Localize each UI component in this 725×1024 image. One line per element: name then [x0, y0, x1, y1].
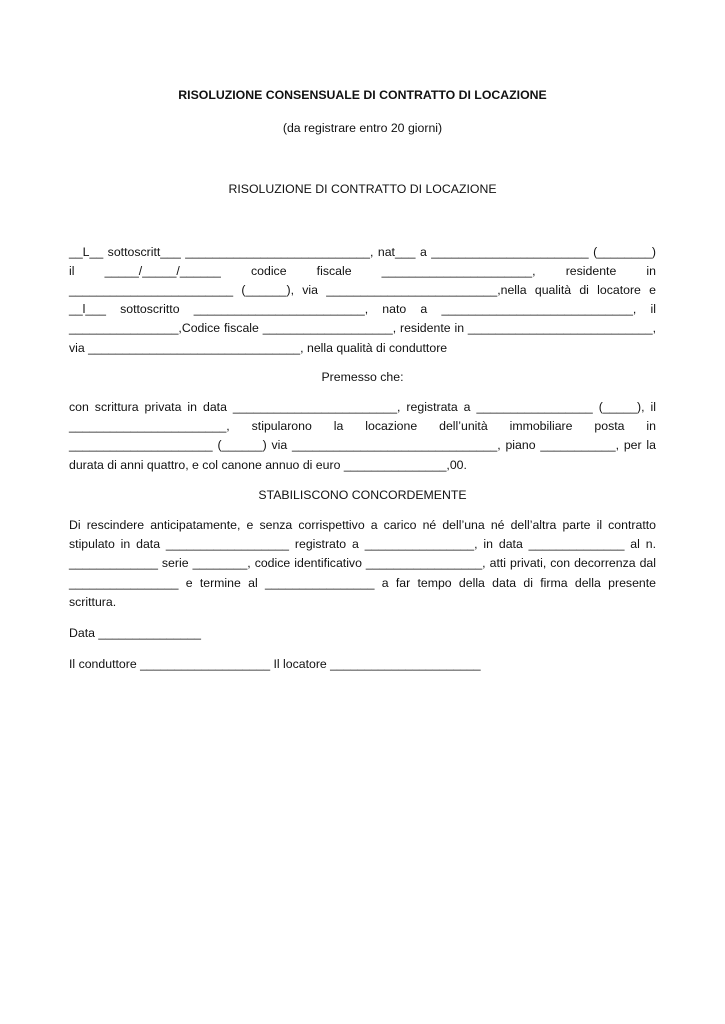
section-heading: RISOLUZIONE DI CONTRATTO DI LOCAZIONE	[228, 182, 497, 197]
date-line: Data _______________	[69, 626, 201, 641]
document-title: RISOLUZIONE CONSENSUALE DI CONTRATTO DI LOCAZIONE	[178, 88, 547, 102]
resolution-paragraph: Di rescindere anticipatamente, e senza corrispettivo a carico né dell’una né dell’altra parte il contratto stipulato in data __________________ registrato a ________________, in data ______________ al n. _____________ serie ________, codice identificativo _________________, atti privati, con decorrenza dal ________________ e termine al ________________ a far tempo della data di firma della presente scrittura.	[69, 518, 656, 609]
premesso-heading: Premesso che:	[321, 369, 404, 384]
parties-paragraph: __L__ sottoscritt___ ___________________________, nat___ a _______________________ (________) il _____/_____/______ codice fiscale ______________________, residente in ________________________ (______), via _________________________,nella qualità di locatore e __l___ sottoscritto _________________________, nato a ____________________________, il ________________,Codice fiscale ___________________, residente in ___________________________, via _______________________________, nella qualità di conduttore	[69, 244, 656, 355]
document-body	[69, 86, 656, 674]
stabiliscono-heading: STABILISCONO CONCORDEMENTE	[258, 487, 467, 502]
signatures-line: Il conduttore ___________________ Il locatore ______________________	[69, 657, 481, 672]
document-subtitle: (da registrare entro 20 giorni)	[282, 121, 443, 136]
premise-paragraph: con scrittura privata in data ________________________, registrata a _________________ (_____), il _______________________, stipularono la locazione dell’unità immobiliare posta in _____________________ (______) via ______________________________, piano ___________, per la durata di anni quattro, e col canone annuo di euro _______________,00.	[69, 400, 656, 472]
